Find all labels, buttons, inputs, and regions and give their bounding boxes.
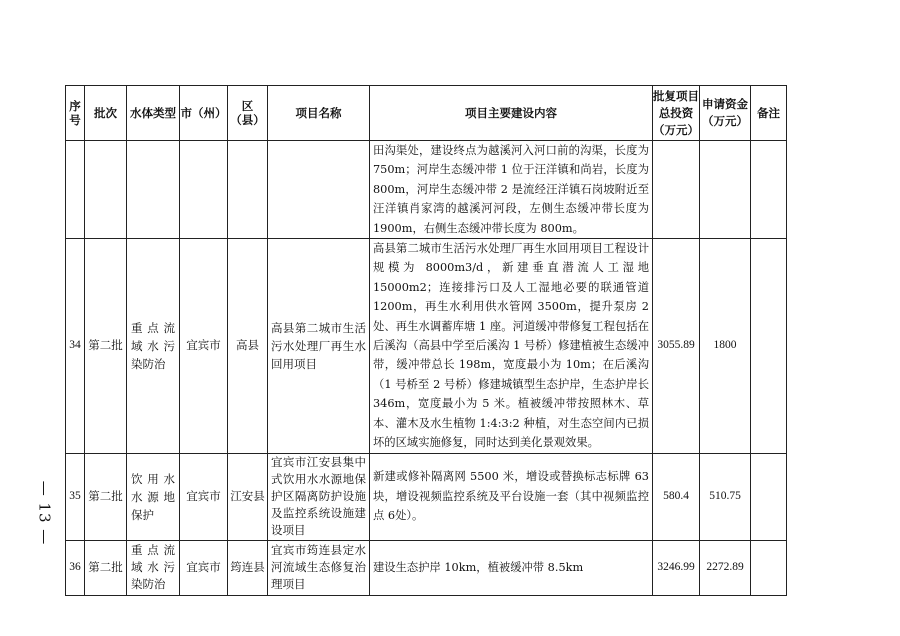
- cell-content: 新建或修补隔离网 5500 米，增设或替换标志标牌 63 块，增设视频监控系统及平台设施一套（其中视频监控点 6处）。: [370, 453, 653, 540]
- table-row: [66, 239, 787, 453]
- cell-no: 35: [66, 453, 85, 540]
- header-batch: 批次: [85, 86, 127, 141]
- cell-no: [66, 141, 85, 239]
- cell-fund: 1800: [700, 239, 751, 453]
- cell-county: 江安县: [228, 453, 268, 540]
- cell-note: [751, 141, 787, 239]
- header-name: 项目名称: [268, 86, 370, 141]
- cell-city: 宜宾市: [180, 239, 228, 453]
- cell-city: 宜宾市: [180, 540, 228, 595]
- page-number-text: — 13 —: [35, 480, 53, 546]
- page-number: [34, 478, 54, 548]
- header-city: 市（州）: [180, 86, 228, 141]
- table-row: [66, 453, 787, 540]
- header-row: [66, 86, 787, 141]
- cell-invest: 580.4: [653, 453, 700, 540]
- cell-city: 宜宾市: [180, 453, 228, 540]
- cell-name: 宜宾市筠连县定水河流域生态修复治理项目: [268, 540, 370, 595]
- cell-invest: 3055.89: [653, 239, 700, 453]
- header-type: 水体类型: [127, 86, 180, 141]
- cell-county: [228, 141, 268, 239]
- cell-city: [180, 141, 228, 239]
- cell-note: [751, 239, 787, 453]
- cell-name: [268, 141, 370, 239]
- cell-fund: 2272.89: [700, 540, 751, 595]
- cell-no: 34: [66, 239, 85, 453]
- header-content: 项目主要建设内容: [370, 86, 653, 141]
- cell-content: 高县第二城市生活污水处理厂再生水回用项目工程设计规模为 8000m3/d，新建垂直潜流人工湿地 15000m2；连接排污口及人工湿地必要的联通管道 1200m，再生水利用供水管网 3500m，提升泵房 2 处、再生水调蓄库塘 1 座。河道缓冲带修复工程包括在后溪沟（高县中学至后溪沟 1 号桥）修建植被生态缓冲带，缓冲带总长 198m，宽度最小为 10m；在后溪沟（1 号桥至 2 号桥）修建城镇型生态护岸，生态护岸长 346m，宽度最小为 5 米。植被缓冲带按照林木、草本、灌木及水生植物 1:4:3:2 种植，对生态空间内已损坏的区域实施修复，同时达到美化景观效果。: [370, 239, 653, 453]
- cell-batch: 第二批: [85, 453, 127, 540]
- cell-type: [127, 141, 180, 239]
- cell-note: [751, 540, 787, 595]
- cell-content: 田沟渠处，建设终点为越溪河入河口前的沟渠，长度为750m；河岸生态缓冲带 1 位于汪洋镇和尚岩，长度为800m，河岸生态缓冲带 2 是流经汪洋镇石岗坡附近至汪洋镇肖家湾的越溪河河段，左侧生态缓冲带长度为1900m，右侧生态缓冲带长度为 800m。: [370, 141, 653, 239]
- header-no: 序号: [66, 86, 85, 141]
- cell-type: 重点流域水污染防治: [127, 540, 180, 595]
- header-fund: 申请资金（万元）: [700, 86, 751, 141]
- header-invest: 批复项目总投资（万元）: [653, 86, 700, 141]
- cell-county: 高县: [228, 239, 268, 453]
- cell-county: 筠连县: [228, 540, 268, 595]
- cell-name: 宜宾市江安县集中式饮用水水源地保护区隔离防护设施及监控系统设施建设项目: [268, 453, 370, 540]
- table-row: [66, 141, 787, 239]
- cell-invest: 3246.99: [653, 540, 700, 595]
- cell-batch: 第二批: [85, 540, 127, 595]
- table-row: [66, 540, 787, 595]
- cell-batch: [85, 141, 127, 239]
- cell-invest: [653, 141, 700, 239]
- header-county: 区（县）: [228, 86, 268, 141]
- cell-fund: 510.75: [700, 453, 751, 540]
- cell-no: 36: [66, 540, 85, 595]
- cell-name: 高县第二城市生活污水处理厂再生水回用项目: [268, 239, 370, 453]
- cell-fund: [700, 141, 751, 239]
- header-note: 备注: [751, 86, 787, 141]
- cell-note: [751, 453, 787, 540]
- cell-type: 重点流域水污染防治: [127, 239, 180, 453]
- project-table: [65, 85, 787, 596]
- cell-content: 建设生态护岸 10km，植被缓冲带 8.5km: [370, 540, 653, 595]
- cell-batch: 第二批: [85, 239, 127, 453]
- cell-type: 饮用水水源地保护: [127, 453, 180, 540]
